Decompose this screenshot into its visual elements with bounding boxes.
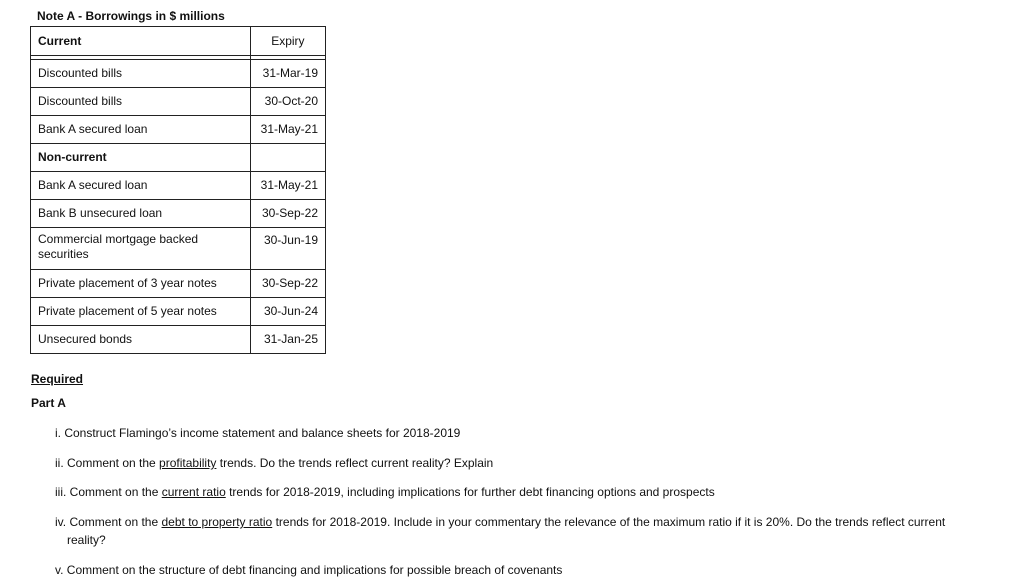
row-expiry: 30-Sep-22	[250, 200, 325, 228]
required-heading: Required	[31, 372, 84, 386]
borrowings-table	[30, 26, 326, 354]
table-row	[31, 270, 326, 298]
row-expiry: 31-May-21	[250, 172, 325, 200]
row-label: Unsecured bonds	[31, 326, 251, 354]
question-i	[55, 425, 1015, 442]
table-header-row	[31, 27, 326, 56]
row-label: Bank B unsecured loan	[31, 200, 251, 228]
row-label: Discounted bills	[31, 60, 251, 88]
section-row	[31, 144, 326, 172]
row-label: Private placement of 5 year notes	[31, 298, 251, 326]
question-ii	[55, 455, 1015, 472]
table-row	[31, 172, 326, 200]
row-label: Private placement of 3 year notes	[31, 270, 251, 298]
table-row	[31, 88, 326, 116]
row-label: Bank A secured loan	[31, 116, 251, 144]
table-row	[31, 326, 326, 354]
question-iv-post: trends for 2018-2019. Include in your commentary the relevance of the maximum ratio if it is 20%. Do the trends reflect current	[272, 515, 946, 529]
question-v-text: v. Comment on the structure of debt financing and implications for possible breach of covenants	[55, 563, 563, 577]
question-ii-post: trends. Do the trends reflect current reality? Explain	[216, 456, 494, 470]
question-iv-pre: iv. Comment on the	[55, 515, 162, 529]
question-iii-post: trends for 2018-2019, including implications for further debt financing options and prospects	[225, 485, 715, 499]
question-v	[55, 562, 1015, 579]
profitability-term: profitability	[159, 456, 217, 470]
current-ratio-term: current ratio	[161, 485, 226, 499]
row-label: Bank A secured loan	[31, 172, 251, 200]
table-row	[31, 116, 326, 144]
question-iii-pre: iii. Comment on the	[55, 485, 162, 499]
part-a-heading: Part A	[31, 396, 66, 410]
expiry-header: Expiry	[250, 27, 325, 56]
row-expiry: 30-Jun-24	[250, 298, 325, 326]
row-label: Discounted bills	[31, 88, 251, 116]
debt-to-property-ratio-term: debt to property ratio	[161, 515, 273, 529]
question-iii	[55, 484, 1015, 501]
current-header: Current	[31, 27, 251, 56]
question-ii-pre: ii. Comment on the	[55, 456, 160, 470]
row-expiry: 31-Mar-19	[250, 60, 325, 88]
noncurrent-header: Non-current	[31, 144, 251, 172]
question-iv	[55, 514, 1015, 531]
table-row	[31, 60, 326, 88]
question-iv-cont: reality?	[67, 533, 106, 547]
row-label: Commercial mortgage backed securities	[31, 228, 251, 270]
question-i-text: i. Construct Flamingo’s income statement and balance sheets for 2018-2019	[55, 426, 461, 440]
table-row	[31, 228, 326, 270]
row-expiry: 31-Jan-25	[250, 326, 325, 354]
row-expiry: 30-Oct-20	[250, 88, 325, 116]
row-expiry: 30-Jun-19	[250, 228, 325, 270]
row-expiry: 31-May-21	[250, 116, 325, 144]
table-row	[31, 298, 326, 326]
row-expiry: 30-Sep-22	[250, 270, 325, 298]
table-row	[31, 200, 326, 228]
note-title: Note A - Borrowings in $ millions	[37, 9, 225, 23]
